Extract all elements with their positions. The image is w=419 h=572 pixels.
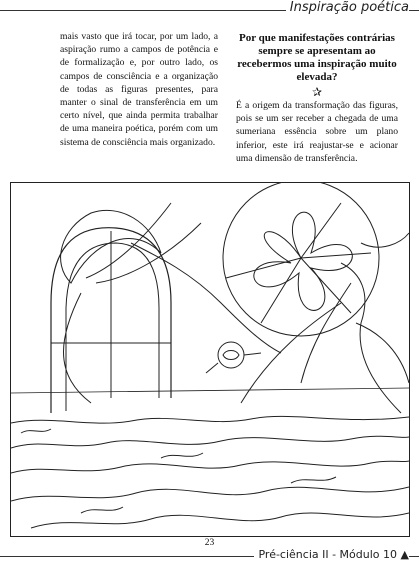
left-column-text: mais vasto que irá tocar, por um lado, a aspiração rumo a campos de potência e de formalização e, por outro lado, os campos de consciência e a organização de todas as figuras presentes, para manter o sinal de transferência em um certo nível, que ainda permita trabalhar de uma maneira poética, porém com um sistema de consciência mais organizado. xyxy=(60,31,218,148)
right-column xyxy=(236,32,398,165)
horizon-line xyxy=(11,388,409,393)
triangle-icon: ▲ xyxy=(400,548,409,561)
flower-petals xyxy=(254,212,353,310)
cloud-sea xyxy=(11,416,409,423)
page-number: 23 xyxy=(204,538,215,548)
line-art-illustration xyxy=(10,182,410,537)
footer xyxy=(254,548,409,562)
illustration-svg xyxy=(11,183,409,536)
answer-paragraph: É a origem da transformação das figuras, pois se um ser receber a chegada de uma sumeriana essência sobre um plano inferior, este irá reajustar-se e acionar uma dimensão de transferência. xyxy=(236,100,398,164)
footer-module-label: Pré-ciência II - Módulo 10 xyxy=(258,548,398,561)
right-figure xyxy=(241,263,401,413)
question-heading: Por que manifestações contrárias sempre se apresentam ao recebermos uma inspiração muito elevada? xyxy=(237,32,397,83)
small-planet xyxy=(218,342,244,368)
sun-disc xyxy=(223,183,379,336)
star-icon: ✰ xyxy=(311,85,323,99)
running-header-title: Inspiração poética xyxy=(286,0,409,16)
